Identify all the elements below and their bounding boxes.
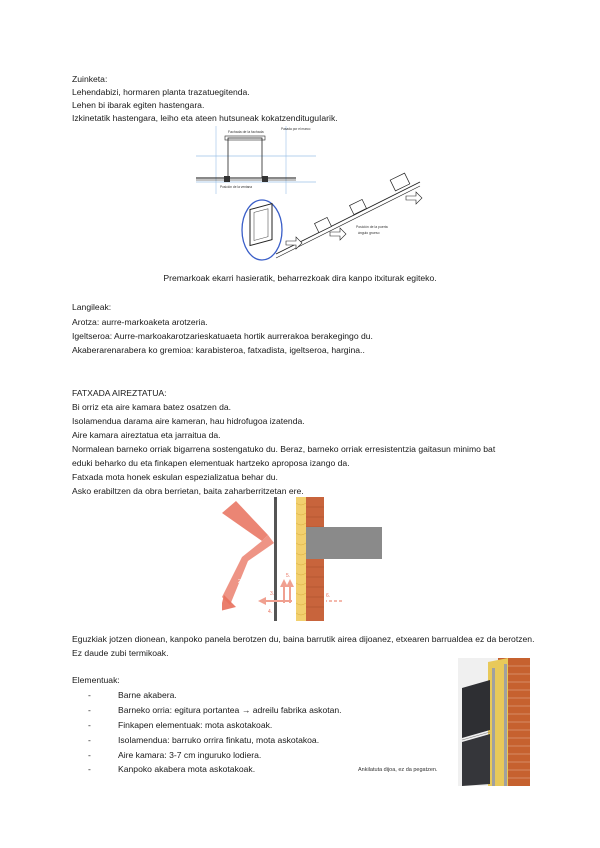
photo-caption: Ankilatuta dijoa, ez da pegatzen.: [358, 767, 438, 773]
elementuak-item-4: - Isolamendua: barruko orrira finkatu, mota askotakoa.: [88, 735, 320, 745]
zuinketa-line-3: Izkinetatik hastengara, leiho eta ateen hutsuneak kokatzendituguIarik.: [72, 113, 338, 123]
elementuak-item-3: - Finkapen elementuak: mota askotakoak.: [88, 720, 273, 730]
fatxada-line-6: Fatxada mota honek eskulan espezializatua behar du.: [72, 472, 278, 482]
diagram-label-1: 1.: [240, 547, 245, 553]
elementuak-item-5: - Aire kamara: 3-7 cm inguruko lodiera.: [88, 750, 262, 760]
annotation-angle: ángulo grueso: [358, 231, 380, 235]
langileak-line-3: Akaberarenarabera ko gremioa: karabisteroa, fatxadista, igeltseroa, hargina..: [72, 345, 365, 355]
langileak-line-2: Igeltseroa: Aurre-markoakarotzarieskatuaeta hortik aurrerakoa berakegingo du.: [72, 331, 373, 341]
langileak-line-1: Arotza: aurre-markoaketa arotzeria.: [72, 317, 208, 327]
fatxada-line-4: Normalean barneko orriak bigarrena sostengatuko du. Beraz, barneko orriak erresistentzia gaitasun minimo bat: [72, 444, 496, 454]
fatxada-line-1: Bi orriz eta aire kamara batez osatzen da.: [72, 402, 232, 412]
zuinketa-line-2: Lehen bi ibarak egiten hastengara.: [72, 100, 205, 110]
diagram-label-4: 4.: [268, 609, 273, 615]
figure1-caption: Premarkoak ekarri hasieratik, beharrezkoak dira kanpo itxiturak egiteko.: [163, 273, 437, 283]
fatxada-diagram: [222, 497, 382, 621]
diagram-label-5: 5.: [286, 573, 291, 579]
fatxada-line-3: Aire kamara aireztatua eta jarraitua da.: [72, 430, 221, 440]
elementuak-item-2: - Barneko orria: egitura portantea → adreilu fabrika askotan.: [88, 705, 342, 715]
zuinketa-line-1: Lehendabizi, hormaren planta trazatuegitenda.: [72, 87, 250, 97]
fatxada-line-2: Isolamendua darama aire kameran, hau hidrofugoa izatenda.: [72, 416, 305, 426]
annotation-top: Fachada de la fachada: [228, 130, 264, 134]
premarko-sketch: [196, 124, 436, 264]
annotation-door: Posición de la puerta: [356, 225, 388, 229]
elementuak-item-6: - Kanpoko akabera mota askotakoak.: [88, 764, 256, 774]
diagram-label-3: 3.: [270, 591, 275, 597]
fatxada-line-5: eduki beharko du eta finkapen elementuak hartzeko aproposa izango da.: [72, 458, 350, 468]
annotation-right: Pasada por el marco: [281, 127, 311, 131]
langileak-heading: Langileak:: [72, 302, 112, 312]
diagram-label-6: 6.: [326, 593, 331, 599]
eguzkia-paragraph: Eguzkiak jotzen dionean, kanpoko panela berotzen du, baina barrutik airea dijoanez, etxearen barrualdea ez da berotzen. Ez daude zubi termikoak.: [72, 634, 535, 658]
elementuak-item-1: - Barne akabera.: [88, 690, 177, 700]
elementuak-heading: Elementuak:: [72, 675, 120, 685]
diagram-label-2: 2.: [238, 579, 243, 585]
fatxada-heading: FATXADA AIREZTATUA:: [72, 388, 167, 398]
fatxada-line-7: Asko erabiltzen da obra berrietan, baita zaharberritzetan ere.: [72, 486, 304, 496]
facade-photo: [458, 658, 530, 786]
annotation-left: Posición de la ventana: [220, 185, 253, 189]
zuinketa-heading: Zuinketa:: [72, 74, 108, 84]
